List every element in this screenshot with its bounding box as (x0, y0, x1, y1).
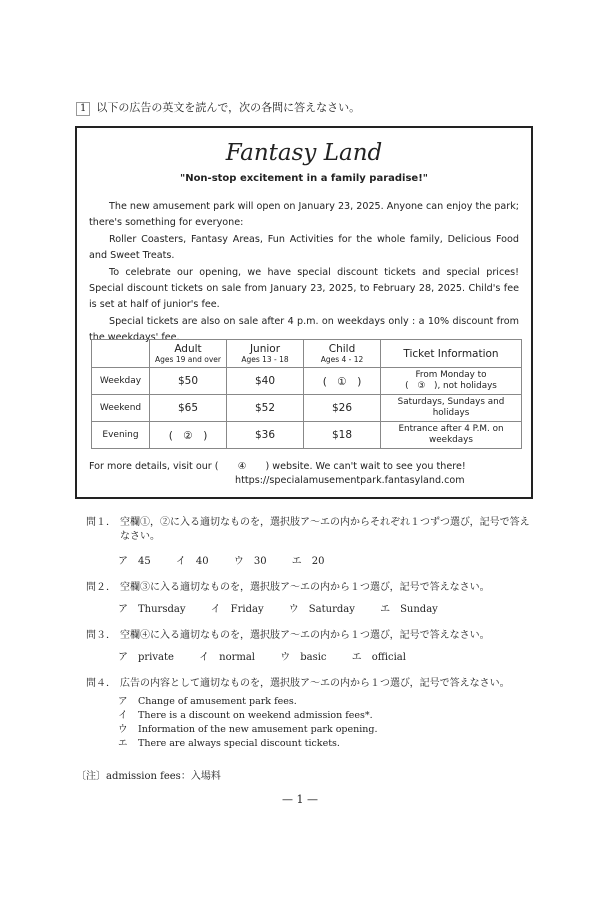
info-line: From Monday to (415, 370, 487, 380)
choice-symbol: イ (210, 604, 221, 615)
cell-child: $26 (304, 395, 381, 422)
page-number: — 1 — (282, 793, 318, 806)
section-heading (76, 99, 360, 116)
choice (118, 648, 174, 663)
question-4 (86, 677, 536, 691)
choice-symbol: ウ (288, 604, 299, 615)
choice-symbol: エ (380, 604, 391, 615)
choice-text: Saturday (308, 604, 355, 615)
question-label: 問３． (86, 630, 116, 641)
question-label: 問１． (86, 517, 116, 528)
header-sublabel: Ages 19 and over (155, 354, 221, 364)
header-child (304, 340, 381, 368)
choice-symbol: イ (118, 710, 128, 721)
question-text: 広告の内容として適切なものを，選択肢ア～エの内から１つ選び，記号で答えなさい。 (120, 678, 510, 689)
choice-text: 20 (311, 556, 325, 567)
choice (289, 600, 355, 615)
choice (199, 648, 255, 663)
ad-paragraph: The new amusement park will open on January 23, 2025. Anyone can enjoy the park; there's something for everyone: (89, 201, 520, 229)
choice-symbol: イ (175, 556, 186, 567)
ad-paragraph: Special tickets are also on sale after 4 p.m. on weekdays only : a 10% discount from the weekdays' fee. (89, 315, 519, 344)
choice-text: official (371, 652, 406, 663)
ad-footer-text: For more details, visit our ( ④ ) website. We can't wait to see you there! (89, 461, 466, 472)
cell-adult: ( ② ) (150, 422, 227, 449)
choice (118, 695, 378, 709)
advertisement-box (75, 126, 533, 499)
choice-symbol: ウ (280, 652, 291, 663)
choice-text: Friday (230, 604, 264, 615)
cell-child: $18 (304, 422, 381, 449)
header-label: Child (328, 342, 356, 355)
cell-info (381, 422, 522, 449)
choices-2 (118, 600, 460, 615)
choice (234, 552, 267, 567)
choice-text: There are always special discount tickets. (138, 738, 340, 749)
choice (118, 552, 151, 567)
choice-symbol: ア (118, 556, 128, 567)
header-sublabel: Ages 13 - 18 (241, 354, 289, 364)
info-line: weekdays (429, 435, 473, 445)
choice-text: normal (219, 652, 256, 663)
header-sublabel: Ages 4 - 12 (320, 354, 364, 364)
cell-info (381, 395, 522, 422)
table-row (92, 368, 522, 395)
info-line: ( ③ ), not holidays (405, 381, 497, 391)
choice-text: basic (300, 652, 327, 663)
cell-child: ( ① ) (304, 368, 381, 395)
choice-text: 30 (253, 556, 267, 567)
header-label: Adult (174, 342, 202, 355)
choice-text: private (138, 652, 174, 663)
header-adult (150, 340, 227, 368)
choice-text: 45 (138, 556, 151, 567)
choice (211, 600, 264, 615)
info-line: Entrance after 4 P.M. on (398, 424, 504, 434)
choice-text: There is a discount on weekend admission fees*. (138, 710, 373, 721)
choice-symbol: ア (118, 696, 128, 707)
price-table (91, 339, 522, 449)
choices-4 (118, 695, 378, 751)
choice-symbol: ア (118, 652, 128, 663)
cell-adult: $50 (150, 368, 227, 395)
choice-symbol: ウ (233, 556, 244, 567)
choice (292, 552, 325, 567)
cell-adult: $65 (150, 395, 227, 422)
cell-junior: $40 (227, 368, 304, 395)
ad-slogan: "Non-stop excitement in a family paradise!" (179, 173, 428, 184)
choice-symbol: イ (199, 652, 210, 663)
choices-1 (118, 552, 347, 567)
ad-title: Fantasy Land (225, 140, 383, 166)
header-junior (227, 340, 304, 368)
choice-symbol: ウ (118, 724, 128, 735)
choices-3 (118, 648, 428, 663)
table-row (92, 422, 522, 449)
question-label: 問４． (86, 678, 116, 689)
choice-symbol: エ (118, 738, 128, 749)
choice-text: Change of amusement park fees. (138, 696, 297, 707)
row-label: Weekend (92, 395, 150, 422)
row-label: Weekday (92, 368, 150, 395)
section-instruction: 以下の広告の英文を読んで，次の各問に答えなさい。 (96, 101, 361, 114)
question-2 (86, 581, 536, 595)
header-label: Junior (249, 342, 281, 355)
question-label: 問２． (86, 582, 116, 593)
table-header-row (92, 340, 522, 368)
table-row (92, 395, 522, 422)
row-label: Evening (92, 422, 150, 449)
question-text: 空欄③に入る適切なものを，選択肢ア～エの内から１つ選び，記号で答えなさい。 (120, 582, 490, 593)
choice-symbol: エ (291, 556, 302, 567)
info-line: holidays (432, 408, 470, 418)
choice-symbol: ア (118, 604, 128, 615)
info-line: Saturdays, Sundays and (397, 397, 505, 407)
question-3 (86, 629, 536, 643)
header-label: Ticket Information (403, 347, 499, 360)
choice (118, 600, 185, 615)
question-text: 空欄①，②に入る適切なものを，選択肢ア～エの内からそれぞれ１つずつ選び，記号で答えなさい。 (120, 517, 530, 542)
choice (380, 600, 438, 615)
choice (352, 648, 406, 663)
choice-symbol: エ (351, 652, 362, 663)
question-1 (86, 516, 536, 544)
ad-body (89, 199, 519, 347)
choice-text: Information of the new amusement park opening. (138, 724, 378, 735)
cell-junior: $36 (227, 422, 304, 449)
choice (118, 723, 378, 737)
header-ticket-info (381, 340, 522, 368)
cell-junior: $52 (227, 395, 304, 422)
choice (118, 709, 378, 723)
question-number-box: 1 (76, 102, 90, 116)
choice-text: Thursday (138, 604, 186, 615)
choice-text: 40 (195, 556, 209, 567)
choice (280, 648, 326, 663)
question-text: 空欄④に入る適切なものを，選択肢ア～エの内から１つ選び，記号で答えなさい。 (120, 630, 490, 641)
ad-paragraph: To celebrate our opening, we have special discount tickets and special prices! Special discount tickets on sale from January 23, 2025, to February 28, 2025. Child's fee is set at half of junior's fee. (89, 266, 519, 311)
choice (176, 552, 209, 567)
cell-info (381, 368, 522, 395)
footnote: 〔注〕admission fees：入場料 (76, 771, 221, 782)
choice-text: Sunday (400, 604, 438, 615)
table-corner-cell (92, 340, 150, 368)
ad-website-url: https://specialamusementpark.fantasyland.com (235, 475, 465, 486)
choice (118, 737, 378, 751)
ad-paragraph: Roller Coasters, Fantasy Areas, Fun Activities for the whole family, Delicious Food and Sweet Treats. (89, 233, 519, 262)
